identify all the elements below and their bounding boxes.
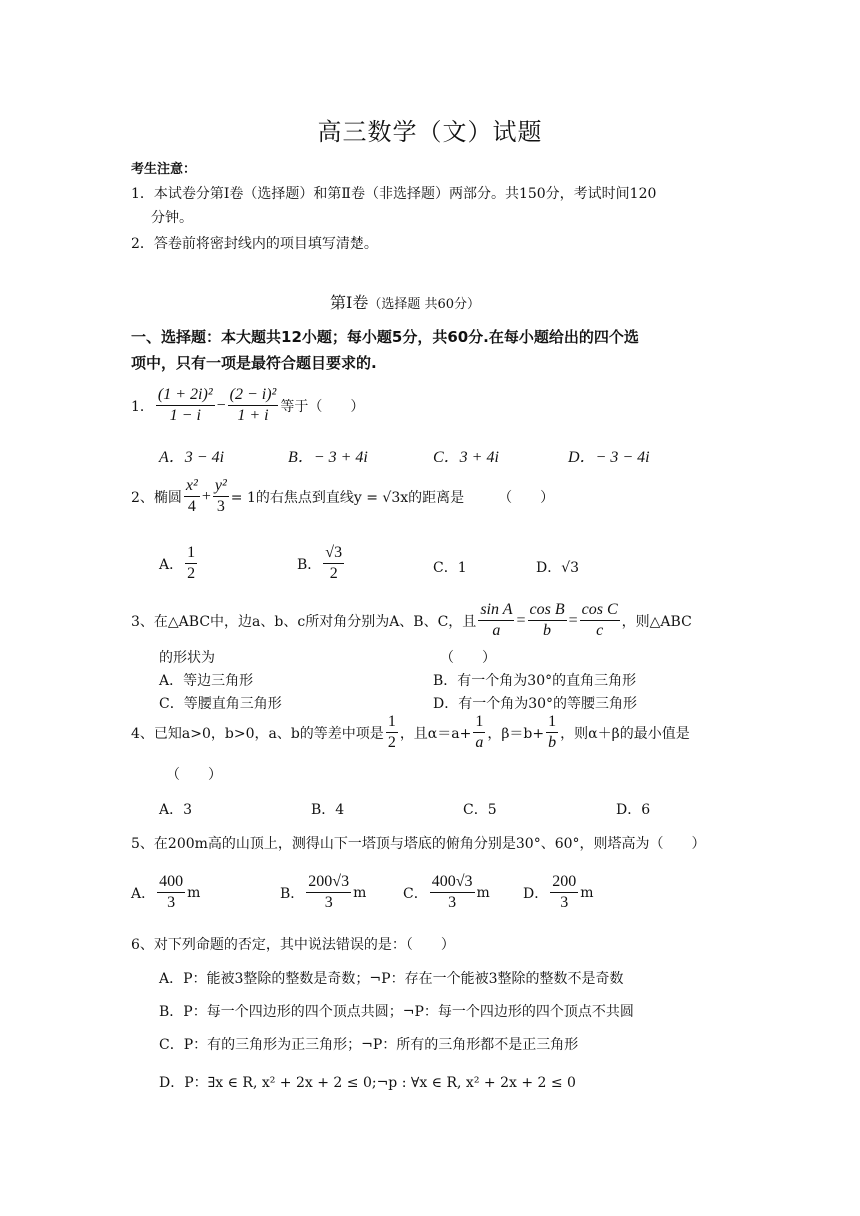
q2-option-c: C．1 [433, 560, 467, 576]
question-3: 3、在△ABC中，边a、b、c所对角分别为A、B、C，且 $\frac{\text{sin A}}{a}$ = $\frac{\text{cos B}}{b}$ = $\frac{\text{cos C}}{c}$ ，则△ABC [131, 601, 692, 639]
volume-sub: （选择题 共60分） [368, 297, 481, 312]
notice-item-1-cont: 分钟。 [151, 210, 193, 226]
q4-option-a: A．3 [159, 802, 193, 818]
volume-heading [330, 290, 480, 313]
q6-option-c: C．P：有的三角形为正三角形；¬P：所有的三角形都不是正三角形 [159, 1037, 579, 1053]
question-4: 4、已知a>0，b>0，a、b的等差中项是 $\frac{1}{2}$ ，且α＝a+ $\frac{1}{a}$ ，β＝b+ $\frac{1}{b}$ ，则α＋β的最小值是 [131, 713, 690, 751]
question-5: 5、在200m高的山顶上，测得山下一塔顶与塔底的俯角分别是30°、60°，则塔高为（ ） [131, 836, 706, 852]
q3-line-2: 的形状为 [159, 650, 215, 666]
q1-option-d: D．− 3 − 4i [568, 449, 650, 466]
q2-fraction-y: $\frac{\text{y²}}{3}$ [214, 477, 227, 515]
q2-answer-paren: （ ） [498, 489, 555, 506]
q4-fraction-half: $\frac{1}{2}$ [387, 713, 396, 751]
notice-item-1: 1．本试卷分第Ⅰ卷（选择题）和第Ⅱ卷（非选择题）两部分。共150分，考试时间120 [131, 186, 657, 202]
question-2 [131, 476, 554, 517]
q3-option-a: A．等边三角形 [159, 673, 254, 689]
q5-option-b: B． $\frac{200√3}{3}$ m [280, 873, 367, 911]
q4-suffix: ，则α＋β的最小值是 [560, 725, 690, 742]
volume-label: 第Ⅰ卷 [330, 293, 369, 312]
q1-option-b: B．− 3 + 4i [288, 449, 368, 466]
q2-option-b: B． $\frac{√3}{2}$ [297, 544, 343, 582]
q3-suffix: ，则△ABC [621, 613, 692, 630]
q2-label: 2、椭圆 [131, 489, 182, 506]
q4-answer-paren: （ ） [166, 767, 222, 783]
q5-option-c: C． $\frac{400√3}{3}$ m [403, 873, 490, 911]
section-line-1: 一、选择题：本大题共12小题；每小题5分，共60分.在每小题给出的四个选 [131, 328, 639, 346]
q6-option-b: B．P：每一个四边形的四个顶点共圆；¬P：每一个四边形的四个顶点不共圆 [159, 1004, 634, 1020]
q1-minus: − [216, 396, 226, 414]
q4-option-d: D．6 [616, 802, 651, 818]
q4-fraction-a: $\frac{1}{a}$ [475, 713, 484, 751]
notice-item-2: 2．答卷前将密封线内的项目填写清楚。 [131, 236, 378, 252]
q2-fraction-x: $\frac{\text{x²}}{4}$ [185, 477, 198, 515]
q4-prefix: 4、已知a>0，b>0，a、b的等差中项是 [131, 725, 384, 742]
q4-option-c: C．5 [463, 802, 497, 818]
section-line-2: 项中，只有一项是最符合题目要求的. [131, 354, 377, 372]
q1-number: 1． [131, 398, 154, 415]
q2-equation-text: = 1的右焦点到直线y = √3x的距离是 [230, 489, 465, 506]
q4-option-b: B．4 [311, 802, 345, 818]
q2-option-d: D．√3 [536, 560, 580, 576]
page-title: 高三数学（文）试题 [317, 118, 543, 146]
q1-tail: 等于（ ） [280, 398, 365, 415]
q1-fraction-2: $\frac{\text{(2 − i)²}}{1 + i}$ [229, 386, 277, 424]
question-1 [131, 385, 364, 426]
question-6: 6、对下列命题的否定，其中说法错误的是：（ ） [131, 937, 455, 953]
q3-fraction-sin: $\frac{\text{sin A}}{a}$ [480, 601, 513, 639]
q6-option-a: A．P：能被3整除的整数是奇数；¬P：存在一个能被3整除的整数不是奇数 [159, 971, 624, 987]
q1-option-a: A．3 − 4i [159, 449, 225, 466]
q3-answer-paren: （ ） [440, 650, 496, 666]
q5-option-d: D． $\frac{200}{3}$ m [523, 873, 594, 911]
q3-prefix: 3、在△ABC中，边a、b、c所对角分别为A、B、C，且 [131, 613, 477, 630]
q3-fraction-cosb: $\frac{\text{cos B}}{b}$ [529, 601, 565, 639]
q3-option-d: D．有一个角为30°的等腰三角形 [433, 696, 638, 712]
q6-option-d: D．P：∃x ∈ R, x² + 2x + 2 ≤ 0;¬p : ∀x ∈ R, x² + 2x + 2 ≤ 0 [159, 1075, 576, 1091]
q5-option-a: A． $\frac{400}{3}$ m [131, 873, 201, 911]
notice-heading: 考生注意： [131, 162, 197, 177]
q3-fraction-cosc: $\frac{\text{cos C}}{c}$ [581, 601, 618, 639]
q3-option-b: B．有一个角为30°的直角三角形 [433, 673, 637, 689]
q4-fraction-b: $\frac{1}{b}$ [548, 713, 557, 751]
q2-option-a: A． $\frac{1}{2}$ [159, 544, 196, 582]
q1-fraction-1: $\frac{\text{(1 + 2i)²}}{1 - i}$ [157, 386, 213, 424]
q1-option-c: C．3 + 4i [433, 449, 499, 466]
q2-plus: + [201, 487, 211, 505]
q3-option-c: C．等腰直角三角形 [159, 696, 282, 712]
